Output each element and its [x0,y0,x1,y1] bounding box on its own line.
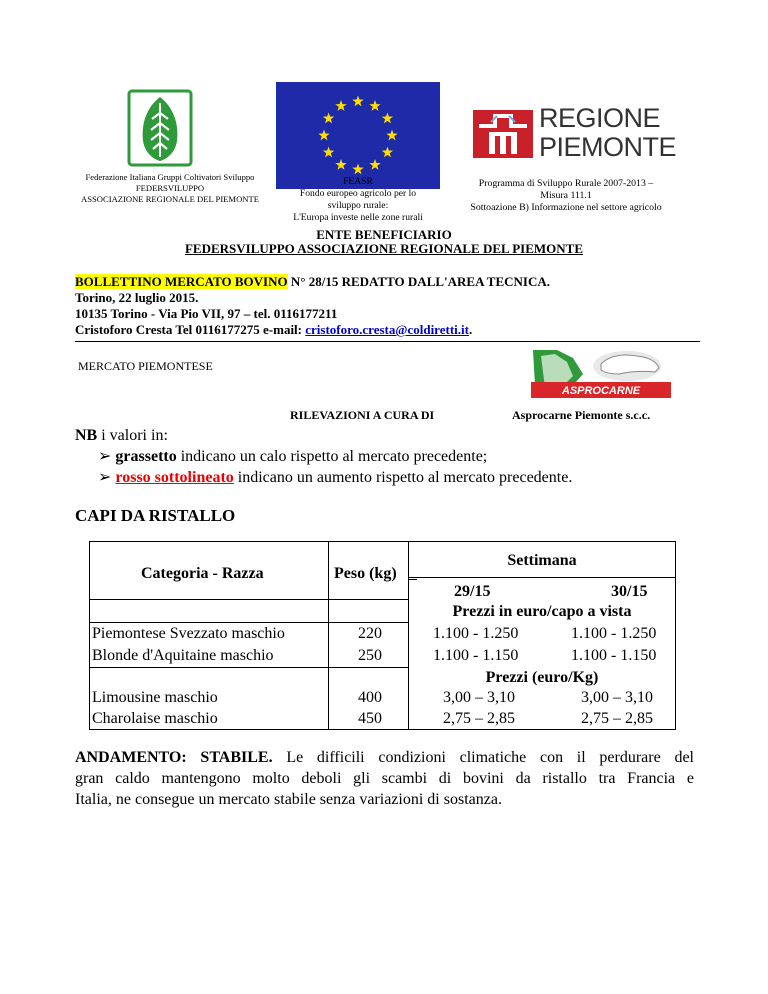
ente-beneficiario-label: ENTE BENEFICIARIO [316,227,452,242]
section-title: CAPI DA RISTALLO [75,506,236,525]
table-row-week29: 3,00 – 3,10 [443,689,515,706]
feasr-line: Fondo europeo agricolo per lo [299,188,417,199]
bullet-arrow-icon: ➢ [98,448,112,465]
andamento-paragraph [75,747,694,810]
bulletin-date: Torino, 22 luglio 2015. [75,290,199,305]
table-row-categoria: Limousine maschio [92,689,218,706]
table-row-week29: 1.100 - 1.250 [433,625,519,642]
contact-suffix: . [468,322,473,337]
asprocarne-name: Asprocarne Piemonte s.c.c. [512,408,651,422]
rilevazioni-label: RILEVAZIONI A CURA DI [290,408,435,422]
table-row-peso: 220 [358,625,382,642]
federsviluppo-line: FEDERSVILUPPO [135,183,205,193]
programma-line: Programma di Sviluppo Rurale 2007-2013 – [478,178,654,189]
group-header-capo: Prezzi in euro/capo a vista [452,603,632,620]
group-header-kg: Prezzi (euro/Kg) [485,669,599,686]
table-row-week30: 2,75 – 2,85 [581,710,653,727]
email-link[interactable]: cristoforo.cresta@coldiretti.it [305,322,469,337]
col-peso-header: Peso (kg) [334,565,397,582]
federsviluppo-line: ASSOCIAZIONE REGIONALE DEL PIEMONTE [81,194,259,204]
asprocarne-logo [527,346,675,400]
table-row-week30: 1.100 - 1.250 [571,625,657,642]
nb-red-word: rosso sottolineato [115,469,234,486]
table-row-peso: 250 [358,647,382,664]
feasr-line: L'Europa investe nelle zone rurali [293,212,423,223]
table-row-categoria: Charolaise maschio [92,710,218,727]
programma-caption [453,178,679,214]
federsviluppo-logo [127,89,193,167]
week-29-header: 29/15 [454,583,491,600]
asprocarne-logo-text: ASPROCARNE [561,385,641,397]
table-row-peso: 400 [358,689,382,706]
bulletin-title-highlight: BOLLETTINO MERCATO BOVINO [75,274,288,289]
feasr-line: FEASR [343,176,373,187]
andamento-line [75,747,694,768]
table-row-week30: 3,00 – 3,10 [581,689,653,706]
nb-label: NB [75,427,98,444]
contact-text: Cristoforo Cresta Tel 0116177275 e-mail: [75,322,306,337]
programma-line: Sottoazione B) Informazione nel settore agricolo [470,202,662,213]
table-row-week29: 1.100 - 1.150 [433,647,519,664]
bulletin-title [75,274,550,290]
federsviluppo-line: Federazione Italiana Gruppi Coltivatori Sviluppo [85,172,255,182]
nb-intro-text: i valori in: [97,427,168,444]
bulletin-title-rest: N° 28/15 REDATTO DALL'AREA TECNICA. [287,274,550,289]
andamento-label: ANDAMENTO: STABILE. [75,749,273,766]
header-banner [75,76,676,226]
price-table [89,541,676,730]
table-row-week30: 1.100 - 1.150 [571,647,657,664]
nb-bold-word: grassetto [115,448,177,465]
mercato-label: MERCATO PIEMONTESE [78,359,213,373]
table-row-peso: 450 [358,710,382,727]
nb-bullet-2 [98,467,572,487]
feasr-caption [263,176,453,224]
piemonte-line: PIEMONTE [539,132,677,162]
table-row-categoria: Blonde d'Aquitaine maschio [92,647,274,664]
nb-bullet-2-text: indicano un aumento rispetto al mercato precedente. [233,469,573,486]
col-settimana-header: Settimana [507,552,577,569]
bulletin-address: 10135 Torino - Via Pio VII, 97 – tel. 0116177211 [75,306,338,321]
bulletin-contact [75,322,472,338]
andamento-line: gran caldo mantengono molto deboli gli scambi di bovini da ristallo tra Francia e [75,770,694,787]
ente-beneficiario-name: FEDERSVILUPPO ASSOCIAZIONE REGIONALE DEL PIEMONTE [184,241,584,256]
table-row-categoria: Piemontese Svezzato maschio [92,625,285,642]
week-30-header: 30/15 [611,583,648,600]
regione-line: REGIONE [539,103,661,133]
col-categoria-header: Categoria - Razza [141,565,264,582]
andamento-line: Italia, ne consegue un mercato stabile senza variazioni di sostanza. [75,791,502,808]
nb-intro [75,427,168,445]
feasr-line: sviluppo rurale: [327,200,389,211]
programma-line: Misura 111.1 [540,190,592,201]
federsviluppo-caption [75,172,265,205]
bullet-arrow-icon: ➢ [98,469,112,486]
nb-bullet-1 [98,446,487,466]
nb-bullet-1-text: indicano un calo rispetto al mercato precedente; [176,448,488,465]
regione-piemonte-emblem-icon [473,110,533,158]
regione-piemonte-wordmark [539,104,676,162]
divider [75,341,700,342]
andamento-text: Le difficili condizioni climatiche con il perdurare del [272,749,694,766]
eu-flag-icon [276,82,440,189]
table-row-week29: 2,75 – 2,85 [443,710,515,727]
